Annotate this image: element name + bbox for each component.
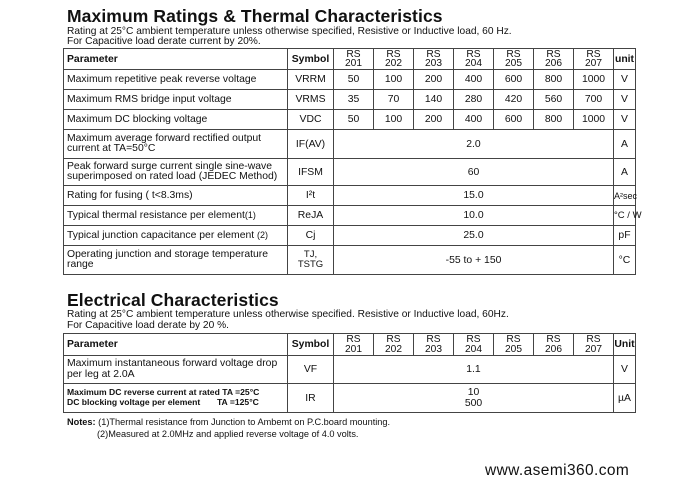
table-row — [64, 246, 636, 275]
table-row — [64, 384, 636, 413]
symbol-cell: VRMS — [288, 90, 334, 110]
symbol-cell: IF(AV) — [288, 130, 334, 159]
notes — [67, 416, 390, 440]
unit-cell: µA — [614, 384, 636, 413]
note-2: (2)Measured at 2.0MHz and applied reverse voltage of 4.0 volts. — [97, 429, 359, 439]
model-header: RS 206 — [534, 334, 574, 356]
unit-header: unit — [614, 49, 636, 70]
param-cell — [64, 226, 288, 246]
param-cell: Maximum repetitive peak reverse voltage — [64, 70, 288, 90]
param-cell: Rating for fusing ( t<8.3ms) — [64, 186, 288, 206]
unit-header: Unit — [614, 334, 636, 356]
symbol-cell: ReJA — [288, 206, 334, 226]
value-cell: -55 to + 150 — [334, 246, 614, 275]
website-url: www.asemi360.com — [485, 462, 630, 479]
model-header: RS 202 — [374, 49, 414, 70]
table-row — [64, 130, 636, 159]
value-cell: 1.1 — [334, 356, 614, 384]
param-line: DC blocking voltage per element TA =125°C — [67, 397, 259, 407]
symbol-cell: Cj — [288, 226, 334, 246]
model-header: RS 201 — [334, 334, 374, 356]
param-header: Parameter — [64, 49, 288, 70]
section2-derate-note: For Capacitive load derate by 20 %. — [67, 320, 229, 331]
unit-cell: V — [614, 356, 636, 384]
value-cell: 15.0 — [334, 186, 614, 206]
param-cell: Operating junction and storage temperature range — [64, 246, 288, 275]
value-cell — [334, 384, 614, 413]
value-cell: 400 — [454, 110, 494, 130]
param-cell: Maximum average forward rectified output current at TA=50°C — [64, 130, 288, 159]
unit-cell: A — [614, 159, 636, 186]
symbol-cell: VDC — [288, 110, 334, 130]
table-row — [64, 206, 636, 226]
model-header: RS 205 — [494, 334, 534, 356]
value-cell: 25.0 — [334, 226, 614, 246]
value-cell: 50 — [334, 70, 374, 90]
unit-cell: A — [614, 130, 636, 159]
table-row — [64, 159, 636, 186]
unit-cell: pF — [614, 226, 636, 246]
value-cell: 560 — [534, 90, 574, 110]
value-cell: 200 — [414, 110, 454, 130]
value-cell: 600 — [494, 110, 534, 130]
table-row — [64, 226, 636, 246]
value-cell: 1000 — [574, 70, 614, 90]
section2-title: Electrical Characteristics — [67, 290, 279, 310]
value-cell: 420 — [494, 90, 534, 110]
param-header: Parameter — [64, 334, 288, 356]
section1-title: Maximum Ratings & Thermal Characteristics — [67, 6, 443, 26]
symbol-cell: VRRM — [288, 70, 334, 90]
section1-derate-note: For Capacitive load derate current by 20%. — [67, 36, 261, 47]
value-cell: 35 — [334, 90, 374, 110]
note-1: (1)Thermal resistance from Junction to Ambemt on P.C.board mounting. — [98, 417, 391, 427]
param-cell: Maximum RMS bridge input voltage — [64, 90, 288, 110]
value-cell: 800 — [534, 110, 574, 130]
unit-cell: V — [614, 110, 636, 130]
param-text: Typical junction capacitance per element — [67, 230, 255, 241]
param-cell: Peak forward surge current single sine-wave superimposed on rated load (JEDEC Method) — [64, 159, 288, 186]
symbol-cell: I²t — [288, 186, 334, 206]
electrical-table — [63, 333, 636, 413]
param-line: Maximum DC reverse current at rated TA =25°C — [67, 387, 260, 398]
unit-cell: °C / W — [614, 206, 636, 226]
value-cell: 700 — [574, 90, 614, 110]
table-row — [64, 186, 636, 206]
param-text: Typical thermal resistance per element — [67, 210, 245, 221]
param-cell: Maximum DC blocking voltage — [64, 110, 288, 130]
section1-rating-note: Rating at 25°C ambient temperature unless otherwise specified, Resistive or Inductive load, 60 Hz. — [67, 26, 512, 37]
param-cell: Maximum instantaneous forward voltage drop per leg at 2.0A — [64, 356, 288, 384]
table-row — [64, 356, 636, 384]
table-row — [64, 70, 636, 90]
model-header: RS 204 — [454, 49, 494, 70]
value-cell: 1000 — [574, 110, 614, 130]
value-cell: 100 — [374, 110, 414, 130]
table-header-row — [64, 49, 636, 70]
value-line: 500 — [464, 398, 483, 409]
model-header: RS 201 — [334, 49, 374, 70]
value-cell: 70 — [374, 90, 414, 110]
table-row — [64, 110, 636, 130]
model-header: RS 207 — [574, 334, 614, 356]
model-header: RS 203 — [414, 334, 454, 356]
section2-rating-note: Rating at 25°C ambient temperature unless otherwise specified. Resistive or Inductive load, 60Hz. — [67, 309, 509, 320]
value-cell: 100 — [374, 70, 414, 90]
table-header-row — [64, 334, 636, 356]
model-header: RS 207 — [574, 49, 614, 70]
note-ref: (2) — [257, 230, 269, 240]
unit-cell: °C — [614, 246, 636, 275]
symbol-cell: VF — [288, 356, 334, 384]
value-cell: 800 — [534, 70, 574, 90]
value-cell: 2.0 — [334, 130, 614, 159]
notes-label: Notes: — [67, 417, 96, 427]
unit-cell: A²sec — [614, 186, 636, 206]
value-cell: 400 — [454, 70, 494, 90]
symbol-cell: IFSM — [288, 159, 334, 186]
unit-cell: V — [614, 90, 636, 110]
max-ratings-table — [63, 48, 642, 275]
table-row — [64, 90, 636, 110]
model-header: RS 205 — [494, 49, 534, 70]
model-header: RS 206 — [534, 49, 574, 70]
value-cell: 200 — [414, 70, 454, 90]
value-cell: 600 — [494, 70, 534, 90]
symbol-cell: IR — [288, 384, 334, 413]
model-header: RS 203 — [414, 49, 454, 70]
unit-cell: V — [614, 70, 636, 90]
symbol-header: Symbol — [288, 334, 334, 356]
value-cell: 10.0 — [334, 206, 614, 226]
param-cell — [64, 206, 288, 226]
value-cell: 60 — [334, 159, 614, 186]
param-cell — [64, 384, 288, 413]
symbol-header: Symbol — [288, 49, 334, 70]
value-cell: 50 — [334, 110, 374, 130]
symbol-cell: TJ, TSTG — [288, 246, 334, 275]
value-cell: 140 — [414, 90, 454, 110]
value-cell: 280 — [454, 90, 494, 110]
model-header: RS 204 — [454, 334, 494, 356]
value-line: 10 — [467, 387, 480, 398]
model-header: RS 202 — [374, 334, 414, 356]
note-ref: (1) — [244, 210, 256, 220]
